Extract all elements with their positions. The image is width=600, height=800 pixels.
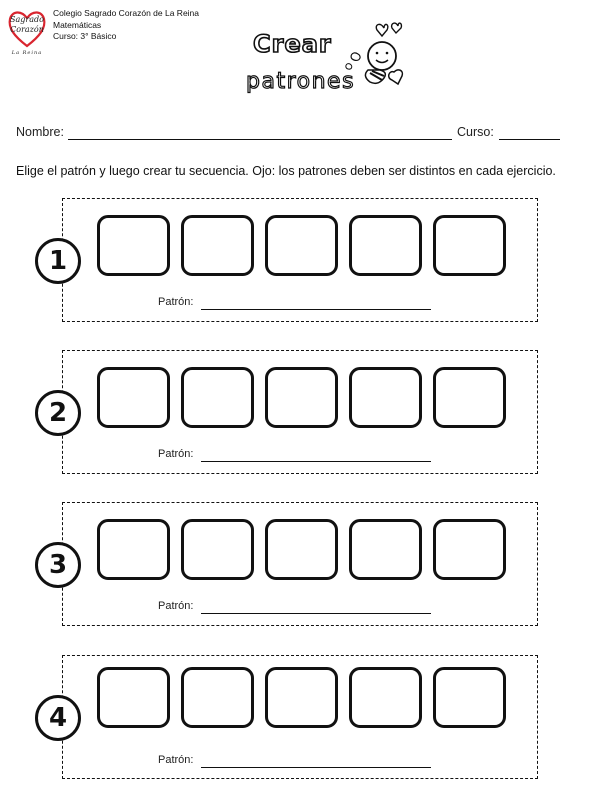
exercise-4-box-1[interactable] — [97, 667, 170, 728]
exercise-4-number: 4 — [35, 695, 81, 741]
exercise-2-box-2[interactable] — [181, 367, 254, 428]
exercise-1-box-1[interactable] — [97, 215, 170, 276]
exercise-3-box-1[interactable] — [97, 519, 170, 580]
exercise-1-box-2[interactable] — [181, 215, 254, 276]
instructions: Elige el patrón y luego crear tu secuencia. Ojo: los patrones deben ser distintos en cada ejercicio. — [16, 164, 556, 178]
exercise-1-number: 1 — [35, 238, 81, 284]
exercise-1-pattern-field[interactable] — [201, 309, 431, 310]
exercise-3-box-3[interactable] — [265, 519, 338, 580]
school-logo — [6, 8, 48, 56]
exercise-2-box-1[interactable] — [97, 367, 170, 428]
exercise-4-box-3[interactable] — [265, 667, 338, 728]
course-label: Curso: — [457, 125, 494, 139]
exercise-1-box-5[interactable] — [433, 215, 506, 276]
exercise-1-pattern-label: Patrón: — [158, 296, 194, 308]
exercise-4-box-4[interactable] — [349, 667, 422, 728]
school-info — [53, 8, 199, 43]
name-field[interactable] — [68, 139, 452, 140]
exercise-2-box-4[interactable] — [349, 367, 422, 428]
subject: Matemáticas — [53, 19, 102, 30]
bee-icon — [344, 20, 414, 90]
exercise-4-box-5[interactable] — [433, 667, 506, 728]
exercise-4-pattern-label: Patrón: — [158, 754, 194, 766]
page-title-line2: patrones — [246, 69, 356, 94]
exercise-2-number: 2 — [35, 390, 81, 436]
logo-text-2: Corazón — [10, 25, 44, 34]
exercise-1-box-4[interactable] — [349, 215, 422, 276]
exercise-4-pattern-field[interactable] — [201, 767, 431, 768]
page-title-line1: Crear — [253, 30, 332, 58]
exercise-3-pattern-field[interactable] — [201, 613, 431, 614]
school-name: Colegio Sagrado Corazón de La Reina — [53, 8, 200, 18]
exercise-3-number: 3 — [35, 542, 81, 588]
exercise-1-box-3[interactable] — [265, 215, 338, 276]
exercise-2-pattern-field[interactable] — [201, 461, 431, 462]
logo-text-1: Sagrado — [10, 15, 44, 24]
exercise-4-box-2[interactable] — [181, 667, 254, 728]
name-label: Nombre: — [16, 125, 64, 139]
exercise-3-box-2[interactable] — [181, 519, 254, 580]
exercise-2-box-5[interactable] — [433, 367, 506, 428]
grade: Curso: 3° Básico — [53, 31, 117, 41]
exercise-2-box-3[interactable] — [265, 367, 338, 428]
exercise-3-box-4[interactable] — [349, 519, 422, 580]
exercise-2-pattern-label: Patrón: — [158, 448, 194, 460]
logo-text-3: La Reina — [11, 50, 43, 56]
exercise-3-box-5[interactable] — [433, 519, 506, 580]
course-field[interactable] — [499, 139, 560, 140]
exercise-3-pattern-label: Patrón: — [158, 600, 194, 612]
